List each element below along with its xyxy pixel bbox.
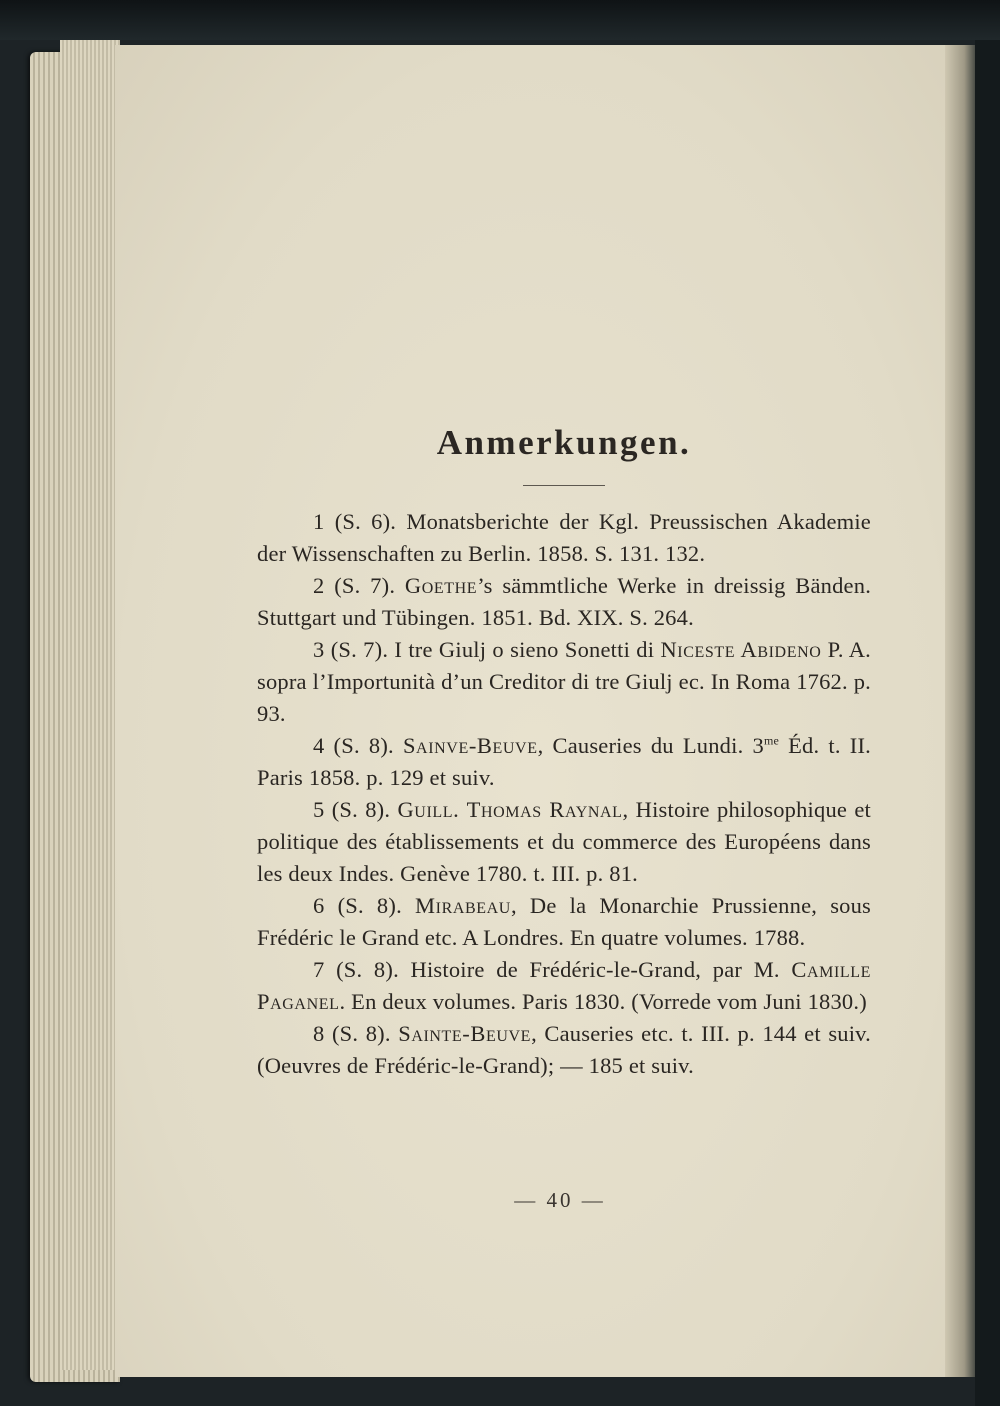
note-author: Mirabeau — [415, 893, 511, 918]
note-text: , Causeries etc. t. III. p. 144 et suiv. (Oeuvres de Frédéric-le-Grand); — 185 et suiv. — [257, 1021, 872, 1078]
page-content — [257, 420, 871, 1082]
note-author: Sainte-Beuve — [398, 1021, 532, 1046]
note-text: I tre Giulj o sieno Sonetti di — [394, 637, 661, 662]
note-reference: (S. 8). — [337, 893, 402, 918]
note-reference: (S. 8). — [333, 733, 394, 758]
page-number: — 40 — — [514, 1188, 606, 1212]
note-number: 7 — [313, 957, 325, 982]
note-reference: (S. 6). — [334, 509, 397, 534]
note-reference: (S. 7). — [334, 573, 396, 598]
book-spine — [975, 40, 1000, 1406]
note-7 — [257, 954, 871, 1018]
note-3 — [257, 634, 871, 730]
note-text: Histoire de Frédéric-le-Grand, par M. — [410, 957, 792, 982]
note-reference: (S. 8). — [331, 797, 391, 822]
note-number: 3 — [313, 637, 325, 662]
note-text: ’s sämmtliche Werke in dreissig Bänden. Stuttgart und Tübingen. 1851. Bd. XIX. S. 264. — [257, 573, 872, 630]
note-5 — [257, 794, 871, 890]
note-number: 8 — [313, 1021, 325, 1046]
note-number: 1 — [313, 509, 325, 534]
note-author: Goethe — [404, 573, 478, 598]
note-number: 4 — [313, 733, 325, 758]
note-text: , Histoire philosophique et politique des établissements et du commerce des Européens dans les deux Indes. Genève 1780. t. III. p. 81. — [257, 797, 871, 886]
title-rule — [523, 485, 605, 486]
note-author: Sainve-Beuve — [402, 733, 538, 758]
note-reference: (S. 7). — [330, 637, 389, 662]
note-reference: (S. 8). — [336, 957, 399, 982]
book-gutter — [945, 45, 977, 1377]
note-6 — [257, 890, 871, 954]
note-4 — [257, 730, 871, 794]
note-text: , Causeries du Lundi. 3 — [537, 733, 764, 758]
note-2 — [257, 570, 871, 634]
note-text-cont: . En deux volumes. Paris 1830. (Vorrede vom Juni 1830.) — [339, 989, 867, 1014]
note-text-cont: Éd. t. II. Paris 1858. p. 129 et suiv. — [257, 733, 871, 790]
scan-backdrop — [0, 0, 1000, 40]
note-text-cont: P. A. sopra l’Importunità d’un Creditor di tre Giulj ec. In Roma 1762. p. 93. — [257, 637, 871, 726]
note-author: Niceste Abideno — [660, 637, 822, 662]
note-text: , De la Monarchie Prussienne, sous Frédéric le Grand etc. A Londres. En quatre volumes. 1788. — [257, 893, 872, 950]
note-number: 5 — [313, 797, 325, 822]
note-author: Guill. Thomas Raynal — [397, 797, 623, 822]
note-reference: (S. 8). — [331, 1021, 391, 1046]
note-author: Camille Paganel — [257, 957, 871, 1014]
book-page-edges-inner — [60, 40, 120, 1370]
note-number: 2 — [313, 573, 325, 598]
page-title: Anmerkungen. — [436, 423, 692, 462]
note-number: 6 — [313, 893, 325, 918]
note-text: Monatsberichte der Kgl. Preussischen Akademie der Wissenschaften zu Berlin. 1858. S. 131. 132. — [257, 509, 871, 566]
note-1 — [257, 506, 871, 570]
note-8 — [257, 1018, 871, 1082]
note-superscript: me — [763, 733, 780, 748]
